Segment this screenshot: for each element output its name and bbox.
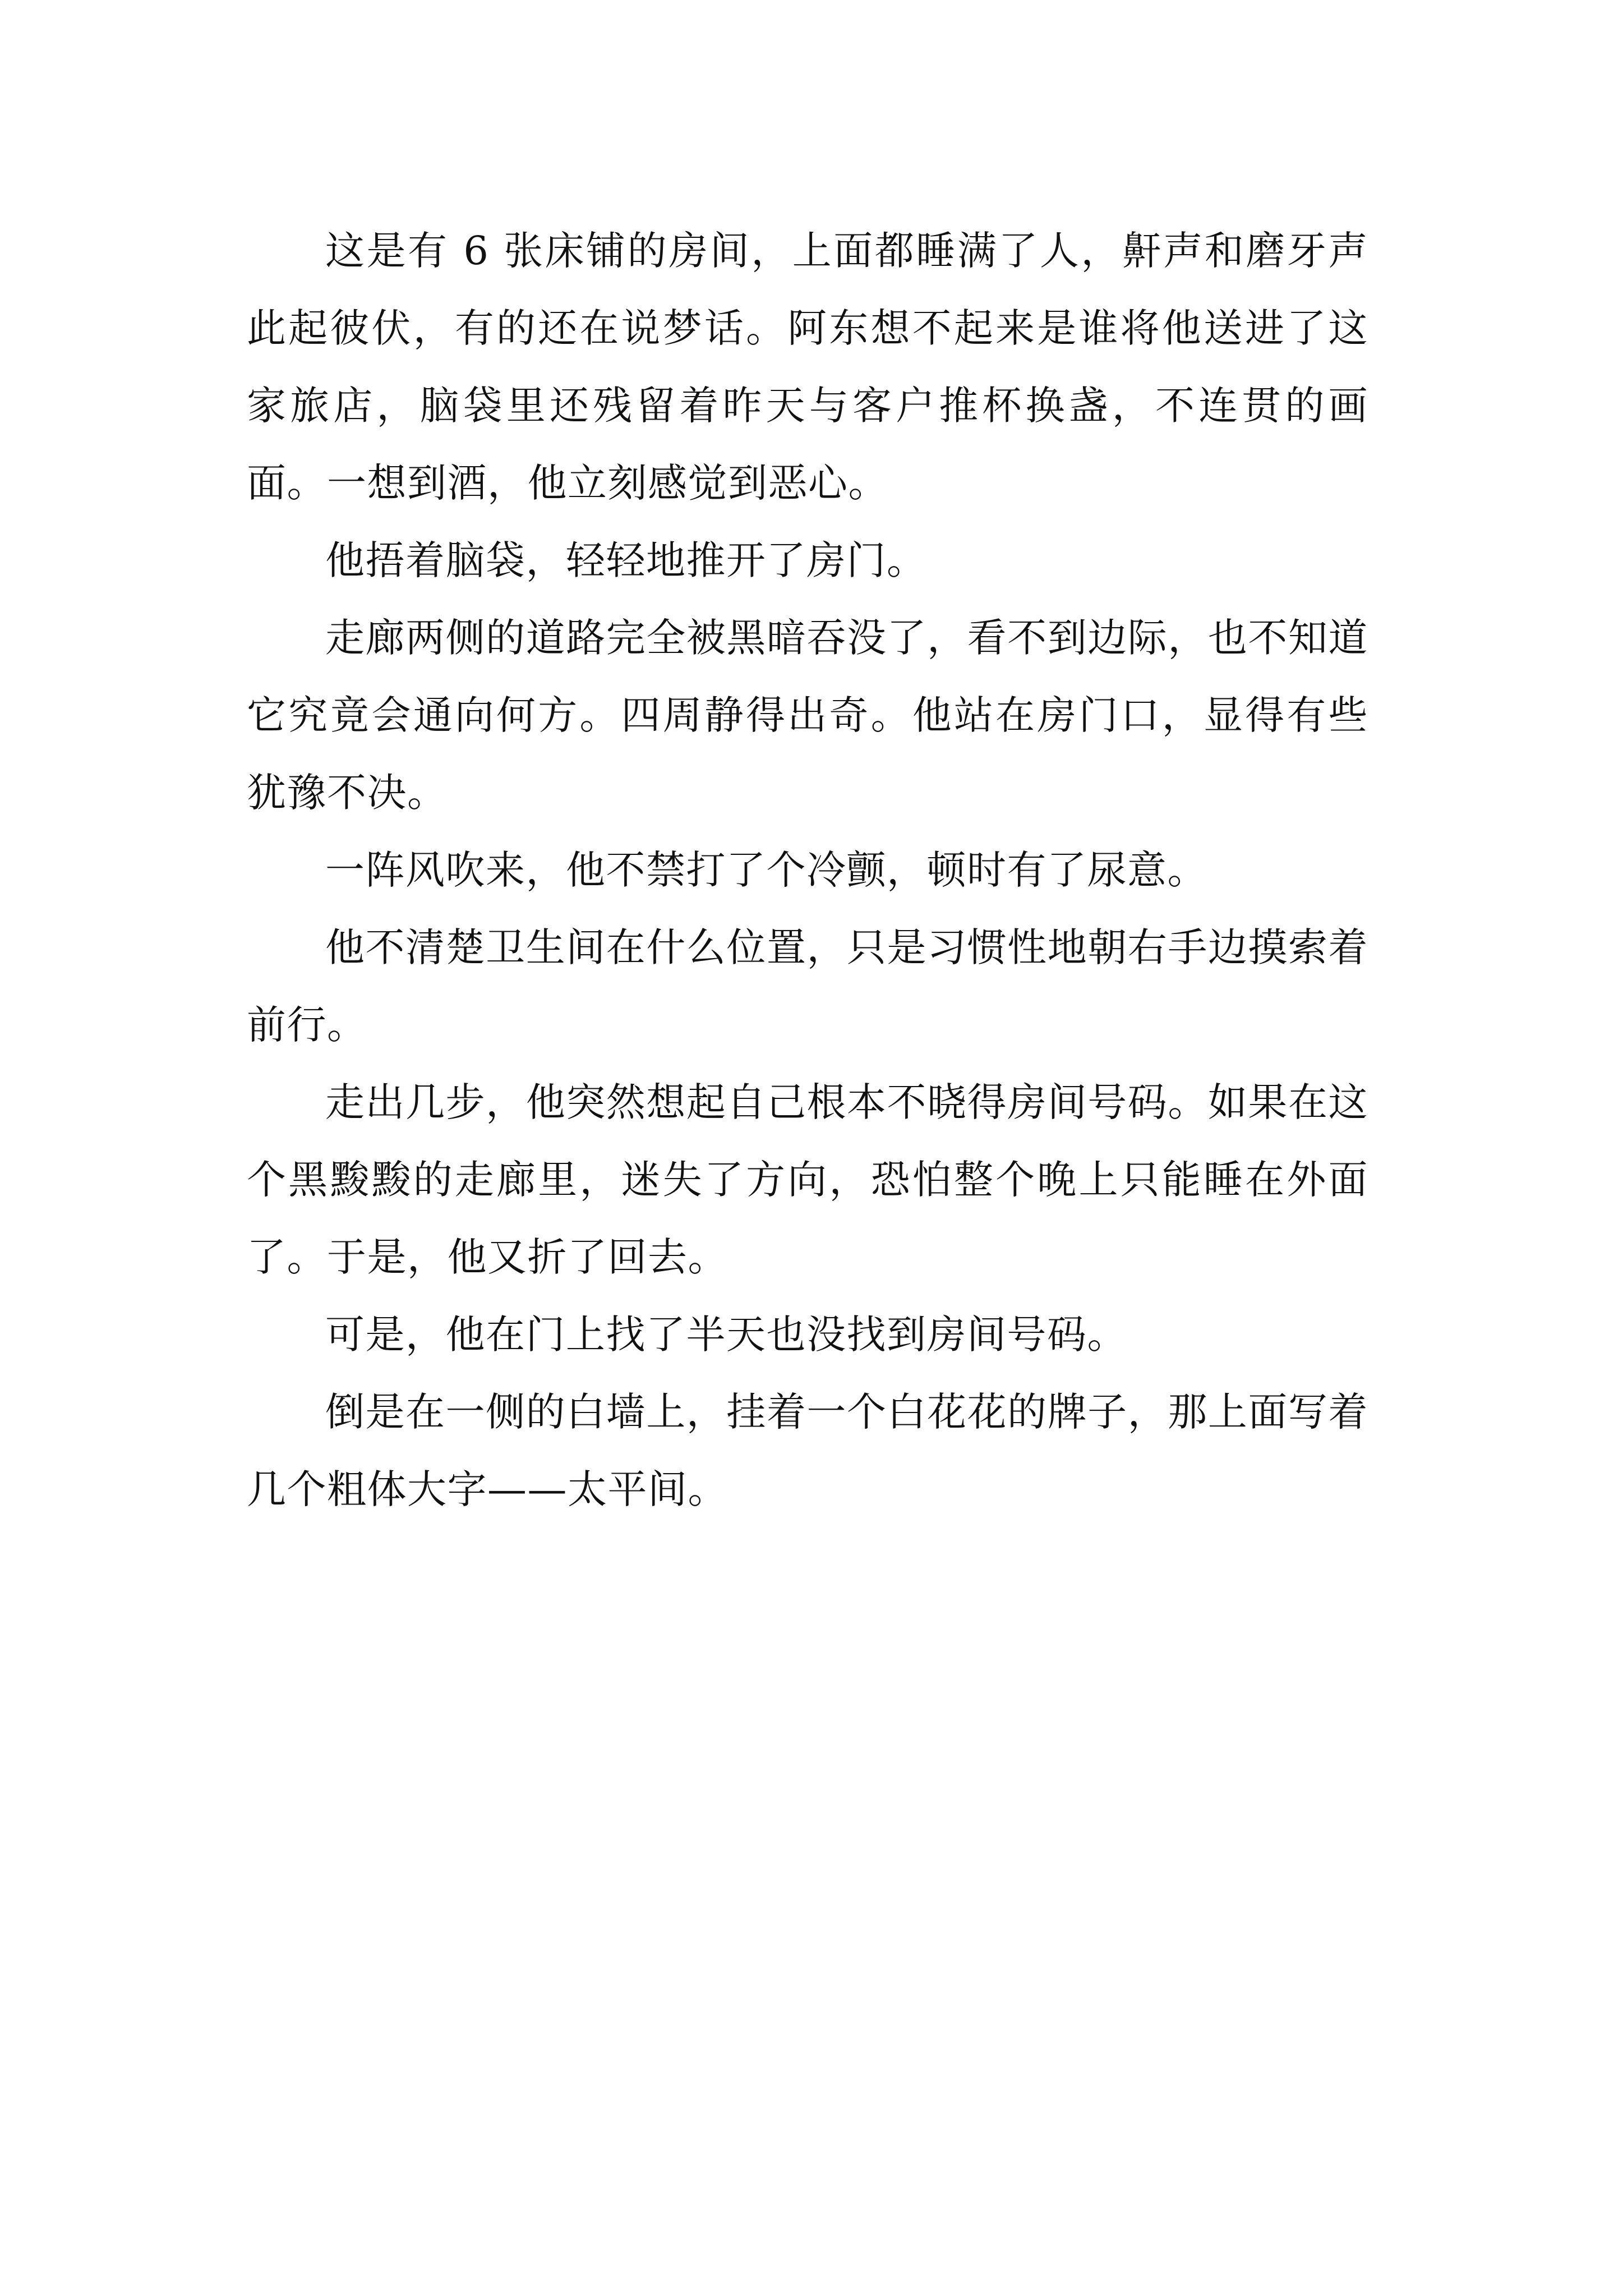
document-body — [247, 212, 1368, 1528]
paragraph: 这是有 6 张床铺的房间，上面都睡满了人，鼾声和磨牙声此起彼伏，有的还在说梦话。阿东想不起来是谁将他送进了这家旅店，脑袋里还残留着昨天与客户推杯换盏，不连贯的画面。一想到酒，他立刻感觉到恶心。 — [247, 228, 1368, 506]
paragraph: 一阵风吹来，他不禁打了个冷颤，顿时有了尿意。 — [325, 847, 1207, 893]
paragraph: 倒是在一侧的白墙上，挂着一个白花花的牌子，那上面写着几个粗体大字——太平间。 — [247, 1389, 1368, 1512]
paragraph: 走出几步，他突然想起自己根本不晓得房间号码。如果在这个黑黢黢的走廊里，迷失了方向，恐怕整个晚上只能睡在外面了。于是，他又折了回去。 — [247, 1079, 1368, 1280]
paragraph: 他不清楚卫生间在什么位置，只是习惯性地朝右手边摸索着前行。 — [247, 924, 1368, 1048]
paragraph: 他捂着脑袋，轻轻地推开了房门。 — [325, 537, 927, 583]
paragraph: 走廊两侧的道路完全被黑暗吞没了，看不到边际，也不知道它究竟会通向何方。四周静得出奇。他站在房门口，显得有些犹豫不决。 — [247, 615, 1368, 816]
paragraph: 可是，他在门上找了半天也没找到房间号码。 — [325, 1312, 1127, 1358]
